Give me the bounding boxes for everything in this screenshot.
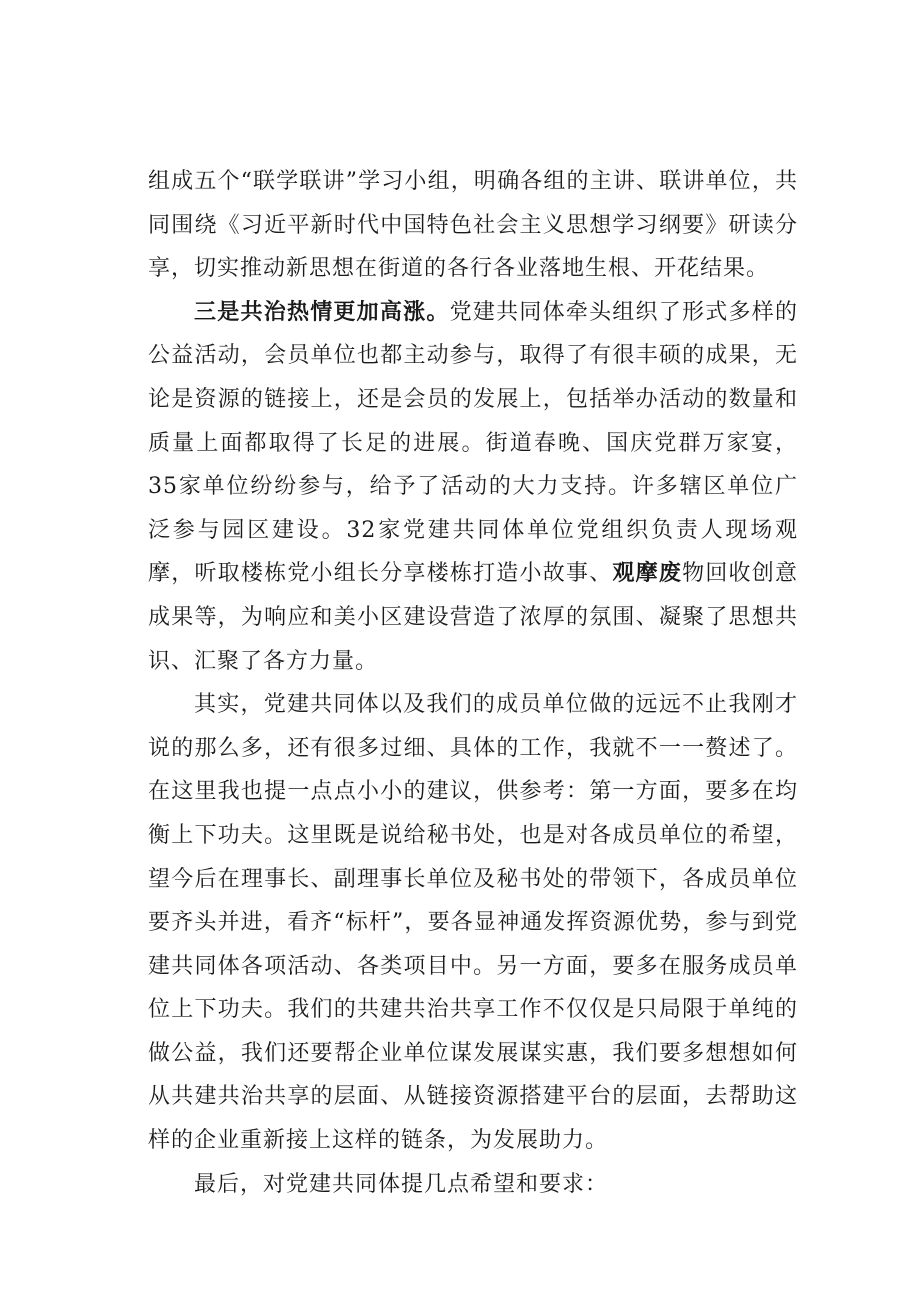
paragraph-continuation: 组成五个“联学联讲”学习小组，明确各组的主讲、联讲单位，共同围绕《习近平新时代中国特色社会主义思想学习纲要》研读分享，切实推动新思想在街道的各行各业落地生根、开花结果。 [148, 169, 798, 282]
paragraph-bold-phrase: 观摩废 [612, 560, 683, 587]
paragraph-body-text: 物回收创意成果等，为响应和美小区建设营造了浓厚的氛围、凝聚了思想共识、汇聚了各方力量。 [148, 561, 798, 674]
paragraph-civic-enthusiasm [148, 291, 798, 683]
paragraph-body-text: 党建共同体牵头组织了形式多样的公益活动，会员单位也都主动参与，取得了有很丰硕的成果，无论是资源的链接上，还是会员的发展上，包括举办活动的数量和质量上面都取得了长足的进展。街道春晚、国庆党群万家宴，35家单位纷纷参与，给予了活动的大力支持。许多辖区单位广泛参与园区建设。32家党建共同体单位党组织负责人现场观摩，听取楼栋党小组长分享楼栋打造小故事、 [148, 299, 798, 587]
document-body [148, 160, 798, 1206]
paragraph-suggestions: 其实，党建共同体以及我们的成员单位做的远远不止我刚才说的那么多，还有很多过细、具体的工作，我就不一一赘述了。在这里我也提一点点小小的建议，供参考：第一方面，要多在均衡上下功夫。这里既是说给秘书处，也是对各成员单位的希望，望今后在理事长、副理事长单位及秘书处的带领下，各成员单位要齐头并进，看齐“标杆”，要各显神通发挥资源优势，参与到党建共同体各项活动、各类项目中。另一方面，要多在服务成员单位上下功夫。我们的共建共治共享工作不仅仅是只局限于单纯的做公益，我们还要帮企业单位谋发展谋实惠，我们要多想想如何从共建共治共享的层面、从链接资源搭建平台的层面，去帮助这样的企业重新接上这样的链条，为发展助力。 [148, 692, 798, 1154]
paragraph-bold-lead: 三是共治热情更加高涨。 [194, 298, 450, 325]
paragraph-closing: 最后，对党建共同体提几点希望和要求： [194, 1171, 609, 1197]
